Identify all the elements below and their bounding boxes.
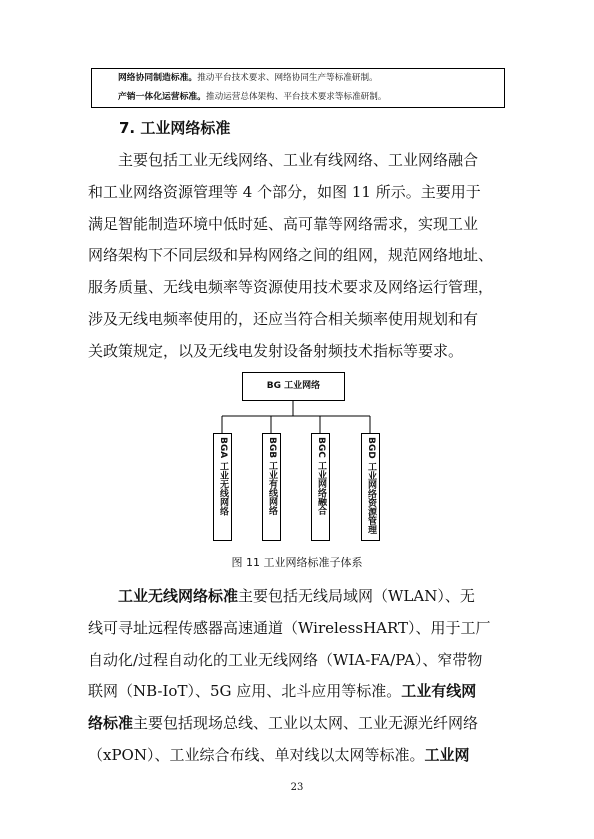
figure-caption: 图 11 工业网络标准子体系 xyxy=(231,556,363,569)
standards-box xyxy=(91,68,505,108)
line-text: 联网（NB-IoT）、5G 应用、北斗应用等标准。 xyxy=(88,682,402,701)
section-title: 7. 工业网络标准 xyxy=(119,119,231,137)
line-text: （xPON）、工业综合布线、单对线以太网等标准。 xyxy=(88,745,425,764)
paragraph-line: 服务质量、无线电频率等资源使用技术要求及网络运行管理， xyxy=(88,278,494,297)
body-paragraph-wireless xyxy=(88,581,510,772)
paragraph-line xyxy=(88,740,510,772)
paragraph-line: 关政策规定，以及无线电发射设备射频技术指标等要求。 xyxy=(88,341,464,360)
standards-desc: 推动运营总体架构、平台技术要求等标准研制。 xyxy=(205,92,387,102)
diagram-root-node: BG 工业网络 xyxy=(242,372,345,401)
node-label: BGD 工业网络资源管理 xyxy=(366,437,376,534)
paragraph-line: 满足智能制造环境中低时延、高可靠等网络需求，实现工业 xyxy=(88,214,479,233)
body-paragraph-intro xyxy=(88,145,510,368)
bold-term: 工业有线网 xyxy=(401,682,477,701)
bold-term: 络标准 xyxy=(88,714,134,733)
diagram-node-bga xyxy=(213,433,232,541)
paragraph-line: 主要包括工业无线网络、工业有线网络、工业网络融合 xyxy=(118,151,479,169)
node-label: BGB 工业有线网络 xyxy=(267,437,277,516)
line-text: 主要包括现场总线、工业以太网、工业无源光纤网络 xyxy=(133,714,479,733)
network-standards-diagram xyxy=(200,372,400,552)
paragraph-line: 和工业网络资源管理等 4 个部分，如图 11 所示。主要用于 xyxy=(88,182,481,201)
diagram-node-bgd xyxy=(361,433,380,541)
standards-term: 网络协同制造标准。 xyxy=(118,73,198,83)
diagram-connectors xyxy=(200,372,400,434)
paragraph-line xyxy=(88,676,510,708)
line-text: 主要包括无线局域网（WLAN）、无 xyxy=(238,587,475,605)
paragraph-line: 线可寻址远程传感器高速通道（WirelessHART）、用于工厂 xyxy=(88,618,491,637)
paragraph-line xyxy=(88,581,510,613)
standards-desc: 推动平台技术要求、网络协同生产等标准研制。 xyxy=(197,73,378,83)
standards-term: 产销一体化运营标准。 xyxy=(118,92,206,102)
page-number: 23 xyxy=(290,782,304,793)
standards-row-network-collab xyxy=(118,69,504,88)
paragraph-line: 自动化/过程自动化的工业无线网络（WIA-FA/PA）、窄带物 xyxy=(88,650,483,669)
diagram-node-bgc xyxy=(311,433,330,541)
paragraph-line: 涉及无线电频率使用的，还应当符合相关频率使用规划和有 xyxy=(88,309,479,328)
standards-row-production-sales xyxy=(118,88,504,107)
bold-term: 工业无线网络标准 xyxy=(118,587,239,605)
bold-term: 工业网 xyxy=(424,745,470,764)
diagram-node-bgb xyxy=(262,433,281,541)
node-label: BGA 工业无线网络 xyxy=(218,437,228,516)
paragraph-line: 网络架构下不同层级和异构网络之间的组网，规范网络地址、 xyxy=(88,246,494,265)
node-label: BGC 工业网络融合 xyxy=(316,437,326,515)
paragraph-line xyxy=(88,708,510,740)
